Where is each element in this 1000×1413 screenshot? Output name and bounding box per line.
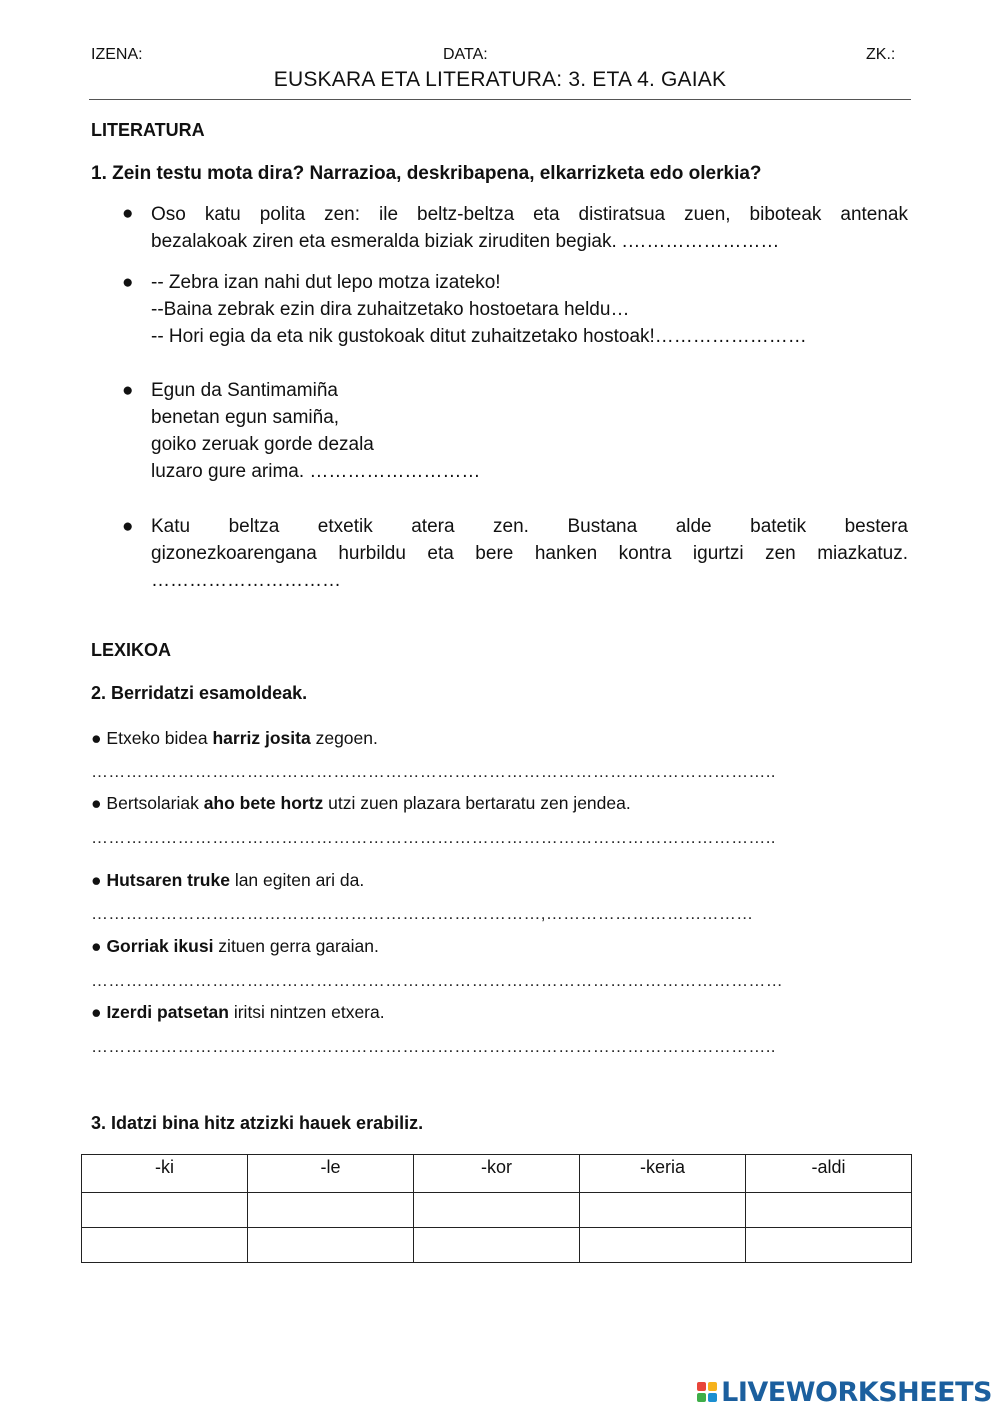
- sentence-text: ●: [91, 936, 107, 956]
- sentence-text: zegoen.: [310, 728, 378, 748]
- table-row: [82, 1228, 912, 1263]
- answer-cell[interactable]: [82, 1228, 248, 1263]
- answer-line[interactable]: ……………………………………………………………………,………………………………: [91, 904, 754, 923]
- answer-cell[interactable]: [248, 1228, 414, 1263]
- sentence-text: iritsi nintzen etxera.: [228, 1002, 385, 1022]
- text-line: Katu beltza etxetik atera zen. Bustana alde batetik bestera: [151, 516, 908, 537]
- answer-cell[interactable]: [580, 1193, 746, 1228]
- liveworksheets-logo-icon: [697, 1382, 717, 1402]
- expression-bold: aho bete hortz: [203, 793, 324, 813]
- expression-sentence: [91, 1002, 385, 1023]
- answer-cell[interactable]: [746, 1228, 912, 1263]
- answer-cell[interactable]: [580, 1228, 746, 1263]
- expression-bold: harriz josita: [212, 728, 311, 748]
- answer-line[interactable]: ………………………………………………………………………………………………………..: [91, 828, 776, 847]
- sentence-text: ●: [91, 1002, 107, 1022]
- answer-line[interactable]: ………………………………………………………………………………………………………..: [91, 762, 776, 781]
- question-1: 1. Zein testu mota dira? Narrazioa, deskribapena, elkarrizketa edo olerkia?: [91, 163, 762, 184]
- text-item-description: [151, 201, 908, 255]
- text-line: gizonezkoarengana hurbildu eta bere hanken kontra igurtzi zen miazkatuz.: [151, 543, 908, 564]
- suffix-header: -keria: [580, 1155, 746, 1193]
- text-line: -- Zebra izan nahi dut lepo motza izateko!: [151, 272, 501, 293]
- question-2: 2. Berridatzi esamoldeak.: [91, 683, 308, 703]
- expression-sentence: [91, 870, 364, 891]
- text-line: goiko zeruak gorde dezala: [151, 434, 374, 455]
- suffix-header: -ki: [82, 1155, 248, 1193]
- answer-cell[interactable]: [414, 1228, 580, 1263]
- text-line: Egun da Santimamiña: [151, 380, 338, 401]
- answer-cell[interactable]: [248, 1193, 414, 1228]
- text-item-poem: [151, 377, 908, 485]
- logo-square: [697, 1393, 706, 1402]
- date-label: DATA:: [443, 46, 488, 63]
- suffix-header: -le: [248, 1155, 414, 1193]
- logo-square: [708, 1393, 717, 1402]
- text-line: …………………………: [151, 570, 341, 591]
- section-heading-lexicon: LEXIKOA: [91, 640, 172, 660]
- bullet-icon: ●: [122, 380, 134, 401]
- text-line: --Baina zebrak ezin dira zuhaitzetako hostoetara heldu…: [151, 299, 630, 320]
- question-3: 3. Idatzi bina hitz atzizki hauek erabiliz.: [91, 1113, 424, 1133]
- text-line: benetan egun samiña,: [151, 407, 340, 428]
- page-title: EUSKARA ETA LITERATURA: 3. ETA 4. GAIAK: [273, 68, 727, 91]
- suffix-header: -kor: [414, 1155, 580, 1193]
- bullet-icon: ●: [122, 272, 134, 293]
- section-heading-literature: LITERATURA: [91, 120, 205, 140]
- sentence-text: ●: [91, 870, 107, 890]
- sentence-text: ● Etxeko bidea: [91, 728, 213, 748]
- answer-line[interactable]: ………………………………………………………………………………………………………..: [91, 1037, 776, 1056]
- sentence-text: lan egiten ari da.: [229, 870, 365, 890]
- table-header-row: [82, 1155, 912, 1193]
- answer-cell[interactable]: [414, 1193, 580, 1228]
- name-label: IZENA:: [91, 46, 143, 63]
- expression-bold: Hutsaren truke: [106, 870, 230, 890]
- liveworksheets-brand: [697, 1374, 992, 1410]
- bullet-icon: ●: [122, 203, 134, 224]
- answer-cell[interactable]: [746, 1193, 912, 1228]
- sentence-text: ● Bertsolariak: [91, 793, 204, 813]
- sentence-text: zituen gerra garaian.: [213, 936, 379, 956]
- logo-square: [697, 1382, 706, 1391]
- expression-sentence: [91, 936, 379, 957]
- suffix-table: [81, 1154, 912, 1263]
- sentence-text: utzi zuen plazara bertaratu zen jendea.: [323, 793, 631, 813]
- table-row: [82, 1193, 912, 1228]
- answer-cell[interactable]: [82, 1193, 248, 1228]
- text-item-dialogue: [151, 269, 908, 350]
- expression-sentence: [91, 793, 631, 814]
- bullet-icon: ●: [122, 516, 134, 537]
- expression-bold: Izerdi patsetan: [106, 1002, 229, 1022]
- answer-line[interactable]: …………………………………………………………………………………………………………: [91, 971, 783, 990]
- expression-sentence: [91, 728, 378, 749]
- text-line: luzaro gure arima. ………………………: [151, 461, 481, 482]
- text-line: bezalakoak ziren eta esmeralda biziak ziruditen begiak. .……………………: [151, 231, 780, 252]
- text-line: Oso katu polita zen: ile beltz-beltza eta distiratsua zuen, biboteak antenak: [151, 204, 908, 225]
- suffix-header: -aldi: [746, 1155, 912, 1193]
- text-item-narration: [151, 513, 908, 594]
- text-line: -- Hori egia da eta nik gustokoak ditut zuhaitzetako hostoak!……………………: [151, 326, 807, 347]
- logo-square: [708, 1382, 717, 1391]
- number-label: ZK.:: [866, 46, 896, 63]
- expression-bold: Gorriak ikusi: [106, 936, 214, 956]
- header-divider: [89, 99, 911, 100]
- brand-text: LIVEWORKSHEETS: [721, 1376, 992, 1408]
